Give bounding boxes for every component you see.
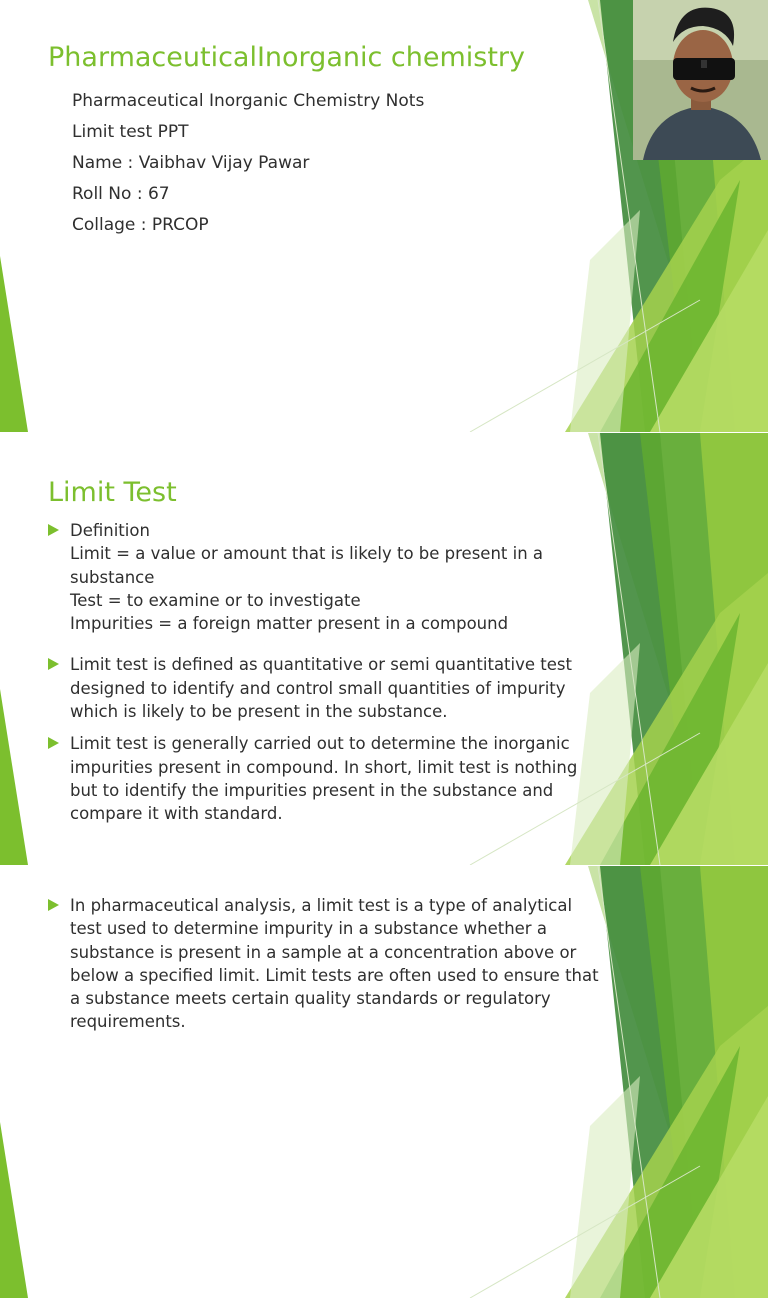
subtitle-line: Roll No : 67 — [72, 184, 170, 204]
bullet-list — [48, 519, 608, 835]
definition-heading: Definition — [70, 521, 150, 540]
definition-line: Impurities = a foreign matter present in a compound — [70, 614, 509, 634]
bullet-text: Limit test is defined as quantitative or semi quantitative test designed to identify and control small quantities of impurity which is likely to be present in the substance. — [70, 655, 572, 722]
subtitle-line: Pharmaceutical Inorganic Chemistry Nots — [72, 91, 425, 111]
subtitle-list — [72, 86, 424, 241]
author-photo — [633, 0, 768, 160]
slide-1 — [0, 0, 768, 432]
person-photo-icon — [633, 0, 768, 160]
bullet-arrow-icon — [48, 737, 59, 749]
bullet-arrow-icon — [48, 899, 59, 911]
definition-line: Limit = a value or amount that is likely to be present in a substance — [70, 544, 544, 587]
subtitle-line: Collage : PRCOP — [72, 215, 209, 235]
bullet-item — [48, 653, 608, 723]
bullet-list — [48, 894, 608, 1034]
bullet-text: In pharmaceutical analysis, a limit test is a type of analytical test used to determine impurity in a substance whether a substance is present in a sample at a concentration above or below a specified limit. Limit tests are often used to ensure that a substance meets certain quality standards or regulatory requirements. — [70, 896, 599, 1032]
bullet-item — [48, 894, 608, 1034]
slide-title: Limit Test — [48, 477, 177, 508]
bullet-arrow-icon — [48, 524, 59, 536]
bullet-text: Limit test is generally carried out to determine the inorganic impurities present in compound. In short, limit test is nothing but to identify the impurities present in the substance and compare it with standard. — [70, 734, 578, 824]
slide-3 — [0, 866, 768, 1298]
slide-title: PharmaceuticalInorganic chemistry — [48, 42, 526, 73]
slide-2 — [0, 433, 768, 865]
subtitle-line: Name : Vaibhav Vijay Pawar — [72, 153, 310, 173]
definition-line: Test = to examine or to investigate — [70, 590, 361, 610]
subtitle-line: Limit test PPT — [72, 122, 189, 142]
definition-item — [48, 519, 608, 635]
bullet-item — [48, 732, 608, 825]
bullet-arrow-icon — [48, 658, 59, 670]
